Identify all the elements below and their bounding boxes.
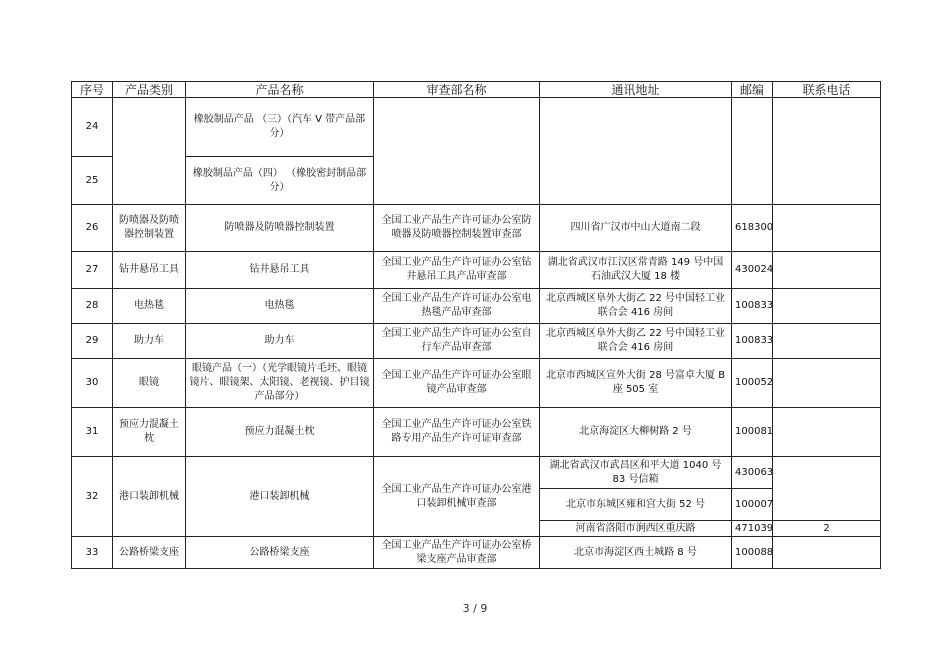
- cell-product: 助力车: [186, 324, 374, 359]
- cell-seq: 31: [72, 408, 113, 457]
- cell-seq: 24: [72, 98, 113, 157]
- cell-product: 公路桥梁支座: [186, 537, 374, 569]
- header-dept: 审查部名称: [374, 82, 540, 98]
- cell-dept: 全国工业产品生产许可证办公室自行车产品审查部: [374, 324, 540, 359]
- cell-seq: 26: [72, 205, 113, 252]
- cell-phone: [773, 408, 881, 457]
- cell-zip: 100088: [732, 537, 773, 569]
- cell-product: 橡胶制品产品（四） （橡胶密封制品部分）: [186, 157, 374, 205]
- cell-category: 公路桥梁支座: [113, 537, 186, 569]
- table-row: [72, 289, 881, 324]
- cell-phone: 2: [773, 521, 881, 537]
- cell-dept: 全国工业产品生产许可证办公室防喷器及防喷器控制装置审查部: [374, 205, 540, 252]
- table-row: [72, 537, 881, 569]
- page-number: 3 / 9: [462, 602, 488, 615]
- cell-phone: [773, 252, 881, 289]
- cell-seq: 25: [72, 157, 113, 205]
- cell-seq: 30: [72, 359, 113, 408]
- cell-dept: 全国工业产品生产许可证办公室港口装卸机械审查部: [374, 457, 540, 537]
- cell-phone: [773, 98, 881, 205]
- header-address: 通讯地址: [540, 82, 732, 98]
- cell-zip: 471039: [732, 521, 773, 537]
- cell-category: 预应力混凝土枕: [113, 408, 186, 457]
- cell-category: 电热毯: [113, 289, 186, 324]
- cell-phone: [773, 324, 881, 359]
- cell-dept: 全国工业产品生产许可证办公室钻井悬吊工具产品审查部: [374, 252, 540, 289]
- cell-address: [540, 98, 732, 205]
- table-row: [72, 457, 881, 489]
- cell-address: 北京市东城区雍和宫大街 52 号: [540, 489, 732, 521]
- cell-seq: 27: [72, 252, 113, 289]
- cell-address: 河南省洛阳市涧西区重庆路: [540, 521, 732, 537]
- cell-zip: 618300: [732, 205, 773, 252]
- header-zip: 邮编: [732, 82, 773, 98]
- cell-zip: 100052: [732, 359, 773, 408]
- cell-phone: [773, 457, 881, 521]
- header-seq: 序号: [72, 82, 113, 98]
- cell-category: 眼镜: [113, 359, 186, 408]
- cell-dept: 全国工业产品生产许可证办公室眼镜产品审查部: [374, 359, 540, 408]
- header-product: 产品名称: [186, 82, 374, 98]
- table-row: [72, 408, 881, 457]
- table-row: [72, 205, 881, 252]
- cell-category: 钻井悬吊工具: [113, 252, 186, 289]
- cell-phone: [773, 359, 881, 408]
- header-phone: 联系电话: [773, 82, 881, 98]
- review-dept-table: [71, 81, 881, 569]
- cell-phone: [773, 537, 881, 569]
- table-row: [72, 98, 881, 157]
- cell-address: 湖北省武汉市武昌区和平大道 1040 号 83 号信箱: [540, 457, 732, 489]
- cell-address: 四川省广汉市中山大道南二段: [540, 205, 732, 252]
- cell-product: 橡胶制品产品 （三）（汽车 V 带产品部分）: [186, 98, 374, 157]
- cell-address: 北京西城区阜外大街乙 22 号中国轻工业联合会 416 房间: [540, 324, 732, 359]
- cell-category: 防喷器及防喷器控制装置: [113, 205, 186, 252]
- cell-category: [113, 98, 186, 205]
- cell-category: 助力车: [113, 324, 186, 359]
- header-row: [72, 82, 881, 98]
- table-row: [72, 252, 881, 289]
- header-category: 产品类别: [113, 82, 186, 98]
- cell-seq: 32: [72, 457, 113, 537]
- cell-zip: 100007: [732, 489, 773, 521]
- cell-category: 港口装卸机械: [113, 457, 186, 537]
- cell-address: 北京市西城区宣外大街 28 号富卓大厦 B 座 505 室: [540, 359, 732, 408]
- cell-seq: 33: [72, 537, 113, 569]
- cell-phone: [773, 289, 881, 324]
- cell-product: 钻井悬吊工具: [186, 252, 374, 289]
- cell-zip: 430024: [732, 252, 773, 289]
- cell-address: 湖北省武汉市江汉区常青路 149 号中国石油武汉大厦 18 楼: [540, 252, 732, 289]
- table-row: [72, 324, 881, 359]
- cell-address: 北京海淀区大柳树路 2 号: [540, 408, 732, 457]
- cell-dept: [374, 98, 540, 205]
- cell-zip: [732, 98, 773, 205]
- cell-dept: 全国工业产品生产许可证办公室电热毯产品审查部: [374, 289, 540, 324]
- cell-seq: 28: [72, 289, 113, 324]
- cell-seq: 29: [72, 324, 113, 359]
- cell-zip: 100833: [732, 324, 773, 359]
- table-row: [72, 359, 881, 408]
- cell-address: 北京西城区阜外大街乙 22 号中国轻工业联合会 416 房间: [540, 289, 732, 324]
- cell-address: 北京市海淀区西土城路 8 号: [540, 537, 732, 569]
- cell-zip: 100081: [732, 408, 773, 457]
- cell-product: 眼镜产品（一）（光学眼镜片毛坯、眼镜镜片、眼镜架、太阳镜、老视镜、护目镜产品部分）: [186, 359, 374, 408]
- cell-dept: 全国工业产品生产许可证办公室桥梁支座产品审查部: [374, 537, 540, 569]
- cell-zip: 430063: [732, 457, 773, 489]
- cell-product: 预应力混凝土枕: [186, 408, 374, 457]
- cell-dept: 全国工业产品生产许可证办公室铁路专用产品生产许可证审查部: [374, 408, 540, 457]
- cell-zip: 100833: [732, 289, 773, 324]
- cell-product: 港口装卸机械: [186, 457, 374, 537]
- cell-product: 防喷器及防喷器控制装置: [186, 205, 374, 252]
- cell-product: 电热毯: [186, 289, 374, 324]
- cell-phone: [773, 205, 881, 252]
